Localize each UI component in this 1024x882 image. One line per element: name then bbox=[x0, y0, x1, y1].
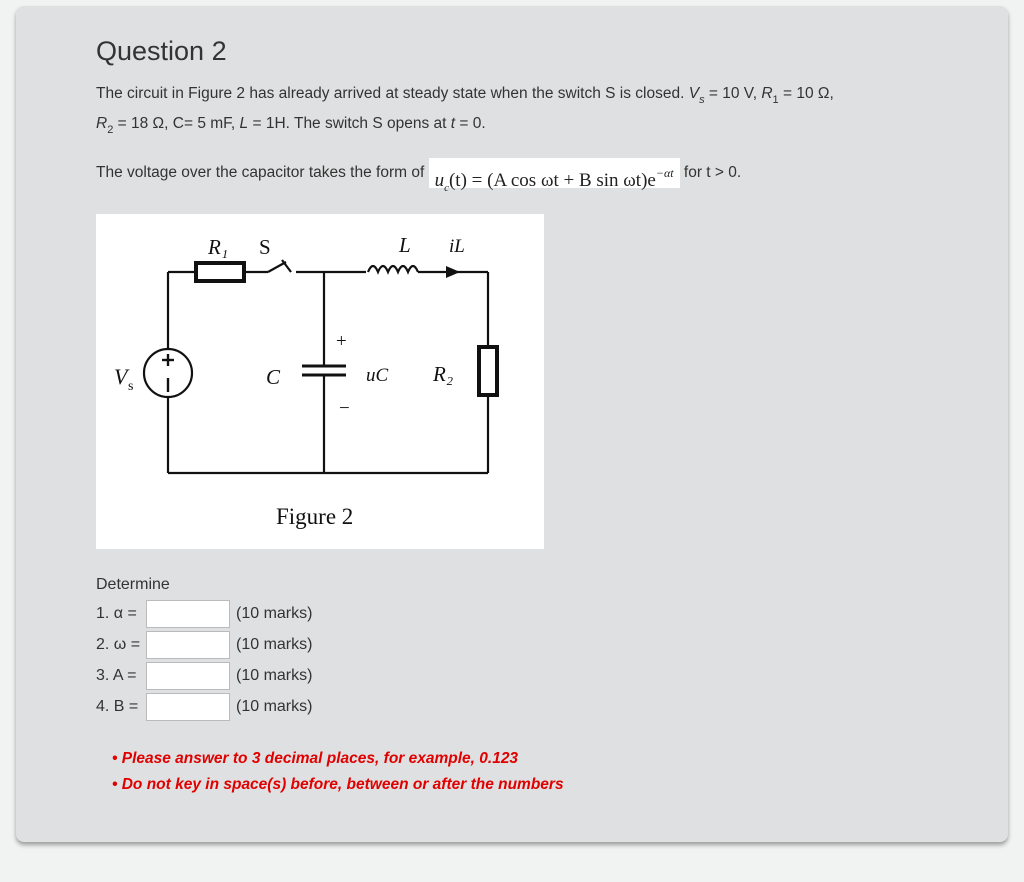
c-value: C= 5 mF, bbox=[172, 115, 236, 132]
problem-statement: The circuit in Figure 2 has already arrived at steady state when the switch S is closed. $V_s = 10$ V, $R_1 = 10$ Ω, $R_2 = 18$ Ω, C= 5 mF, L = 1H. The switch S opens at t = 0. bbox=[96, 85, 834, 136]
cap-minus-label: − bbox=[339, 398, 350, 419]
note-no-spaces: • Do not key in space(s) before, between or after the numbers bbox=[112, 776, 564, 793]
voltage-tail: for t > 0. bbox=[683, 164, 742, 182]
r1-value: = 10 Ω, bbox=[782, 85, 834, 102]
r2-value: = 18 Ω, bbox=[117, 115, 169, 132]
intro-text: The circuit in Figure 2 has already arrived at steady state when the switch S is closed. bbox=[96, 85, 685, 102]
l-value: = 1H. The switch S opens at bbox=[252, 115, 447, 132]
omega-label: 2. ω = bbox=[96, 636, 141, 653]
alpha-input[interactable] bbox=[146, 600, 230, 628]
alpha-label: 1. α = bbox=[96, 605, 137, 622]
il-label: iL bbox=[449, 236, 465, 257]
omega-input[interactable] bbox=[146, 631, 230, 659]
question-title: Question 2 bbox=[96, 36, 227, 66]
answer-row-omega bbox=[96, 631, 396, 661]
omega-marks: (10 marks) bbox=[236, 636, 313, 653]
answer-row-a bbox=[96, 662, 396, 692]
vs-value: = 10 V, bbox=[708, 85, 758, 102]
vs-label: V bbox=[114, 364, 128, 389]
voltage-intro: The voltage over the capacitor takes the form of bbox=[96, 164, 425, 182]
circuit-diagram bbox=[96, 214, 544, 549]
question-card bbox=[16, 6, 1008, 842]
vs-sub-label: s bbox=[128, 379, 134, 394]
t-value: = 0. bbox=[459, 115, 486, 132]
r2-label: R₂ bbox=[433, 362, 454, 386]
formula-exponent: −αt bbox=[655, 166, 674, 180]
voltage-statement bbox=[96, 158, 976, 194]
alpha-marks: (10 marks) bbox=[236, 605, 313, 622]
b-input[interactable] bbox=[146, 693, 230, 721]
inductor-label: L bbox=[399, 233, 411, 257]
l-symbol: L bbox=[239, 115, 249, 132]
b-label: 4. B = bbox=[96, 698, 139, 715]
formula-image: $u_c(t) = (A$ cos ωt + B $\sin \omega t)e^{-\alpha t}$ bbox=[429, 158, 680, 188]
figure-caption: Figure 2 bbox=[276, 504, 354, 529]
formula-text: (t) = (A cos ωt + B sin ωt)e bbox=[448, 170, 656, 191]
a-label: 3. A = bbox=[96, 667, 137, 684]
r1-label: R₁ bbox=[208, 235, 229, 259]
uc-label: uC bbox=[366, 365, 389, 386]
a-marks: (10 marks) bbox=[236, 667, 313, 684]
determine-heading: Determine bbox=[96, 576, 170, 593]
circuit-figure bbox=[96, 214, 544, 549]
answer-row-b bbox=[96, 693, 396, 723]
t-symbol: t bbox=[450, 115, 456, 132]
capacitor-label: C bbox=[266, 365, 281, 389]
a-input[interactable] bbox=[146, 662, 230, 690]
answer-row-alpha bbox=[96, 600, 396, 630]
switch-label: S bbox=[259, 235, 271, 259]
cap-plus-label: + bbox=[336, 331, 347, 352]
note-decimal-places: • Please answer to 3 decimal places, for example, 0.123 bbox=[112, 750, 519, 767]
b-marks: (10 marks) bbox=[236, 698, 313, 715]
